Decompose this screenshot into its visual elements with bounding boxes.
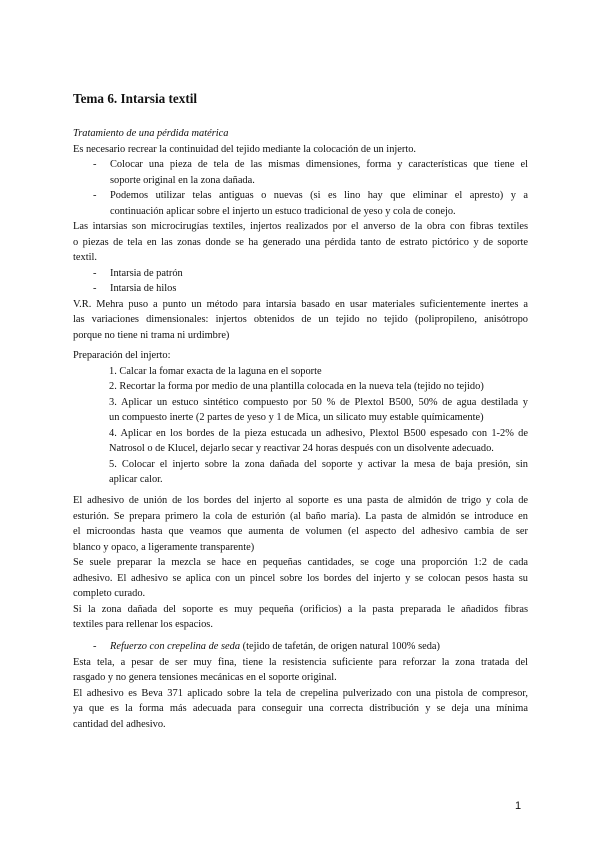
section-graft-preparation [73,348,528,488]
bullet-item [73,266,528,282]
step-1: 1. Calcar la fomar exacta de la laguna en el soporte [109,365,322,377]
bullet-item [73,281,528,297]
text-line: un compuesto inerte (2 partes de yeso y 1 de Mica, un silicato muy estable químicamente) [109,412,484,423]
text-line: Se suele preparar la mezcla se hace en pequeñas cantidades, se coge una proporción 1:2 de cada [73,557,528,568]
section-adhesive [73,493,528,633]
section-loss-treatment [73,126,528,343]
step-2: 2. Recortar la forma por medio de una plantilla colocada en la nueva tela (tejido no tejido) [109,381,484,392]
page-title: Tema 6. Intarsia textil [73,91,198,106]
dash-marker: - [93,159,97,170]
dash-marker: - [93,190,97,201]
text-line: V.R. Mehra puso a punto un método para intarsia basado en usar materiales suficientemente inertes a [73,298,528,310]
text-line: porque no tiene ni trama ni urdimbre) [73,329,230,341]
text-line: Colocar una pieza de tela de las mismas dimensiones, forma y características que tiene el [110,159,528,170]
text-line: Natrosol o de Klucel, dejarlo secar y reactivar 24 horas después con un disolvente adecuado. [109,443,494,454]
page-number: 1 [515,800,522,812]
text-line: las variaciones dimensionales: injertos obtenidos de un tejido no tejido (polipropileno, anisótropo [73,314,528,325]
text-line: Las intarsias son microcirugías textiles, injertos realizados por el anverso de la obra con fibras textiles [73,221,528,232]
step-3 [109,395,528,426]
text-line: Si la zona dañada del soporte es muy pequeña (orificios) a la pasta preparada le añadidos fibras [73,603,528,615]
paragraph-beva [73,686,528,733]
section-heading-loss: Tratamiento de una pérdida matérica [73,128,229,139]
text-line: El adhesivo de unión de los bordes del injerto al soporte es una pasta de almidón de trigo y cola de [73,495,528,506]
step-5 [109,457,528,488]
text-line: 3. Aplicar un estuco sintético compuesto por 50 % de Plextol B500, 50% de agua destilada y [109,396,528,408]
text-line: o piezas de tela en las zonas donde se ha generado una pérdida tanto de estrato pictórico y de soporte [73,236,528,248]
bullet-item [73,639,528,655]
section-heading-prep: Preparación del injerto: [73,350,171,361]
dash-marker: - [93,283,97,294]
dash-marker: - [93,641,97,652]
crepeline-heading-italic: Refuerzo con crepelina de seda [110,641,241,652]
paragraph-crepeline-strength [73,655,528,686]
intro-line: Es necesario recrear la continuidad del tejido mediante la colocación de un injerto. [73,143,417,155]
paragraph-adhesive-paste [73,493,528,555]
bullet-item [73,157,528,188]
text-line: aplicar calor. [109,474,163,485]
text-line: soporte original en la zona dañada. [110,174,255,186]
text-line: esturión. Se prepara primero la cola de esturión (al baño maría). La pasta de almidón se introduce en [73,510,528,522]
text-line: ya que es la forma más adecuada para conseguir una correcta distribución y se deja una mínima [73,703,528,714]
text-line: continuación aplicar sobre el injerto un estuco tradicional de yeso y cola de conejo. [110,205,456,217]
section-crepeline [73,639,528,732]
crepeline-heading [73,639,528,655]
text-line: Esta tela, a pesar de ser muy fina, tiene la resistencia suficiente para reforzar la zona tratada del [73,656,528,668]
text-line: textiles para rellenar los espacios. [73,619,213,630]
text-line: Podemos utilizar telas antiguas o nuevas (si es lino hay que eliminar el apresto) y a [110,190,528,201]
text-line: cantidad del adhesivo. [73,718,166,730]
dash-marker: - [93,267,97,279]
paragraph-intarsias [73,219,528,266]
paragraph-mehra [73,297,528,344]
text-line: Intarsia de hilos [110,283,177,294]
text-line: adhesivo. El adhesivo se aplica con un pincel sobre los bordes del injerto y se colocan pesos hasta su [73,572,528,584]
text-line: textil. [73,252,97,263]
paragraph-small-damage [73,602,528,633]
text-line: El adhesivo es Beva 371 aplicado sobre la tela de crepelina pulverizado con una pistola de compresor, [73,687,528,699]
text-line: Intarsia de patrón [110,267,183,279]
bullet-item [73,188,528,219]
text-line: 4. Aplicar en los bordes de la pieza estucada un adhesivo, Plextol B500 espesado con 1-2% de [109,427,528,439]
step-4 [109,426,528,457]
text-line: 5. Colocar el injerto sobre la zona dañada del soporte y activar la mesa de baja presión, sin [109,458,528,470]
paragraph-mixture [73,555,528,602]
text-line: blanco y opaco, a ligeramente transparente) [73,541,255,553]
crepeline-heading-rest: (tejido de tafetán, de origen natural 100% seda) [240,641,440,652]
text-line: completo curado. [73,588,146,599]
text-line: rasgado y no genera tensiones mecánicas en el soporte original. [73,672,337,683]
text-line: el microondas hasta que veamos que aumenta de volumen (el aspecto del adhesivo cambia de ser [73,526,528,537]
